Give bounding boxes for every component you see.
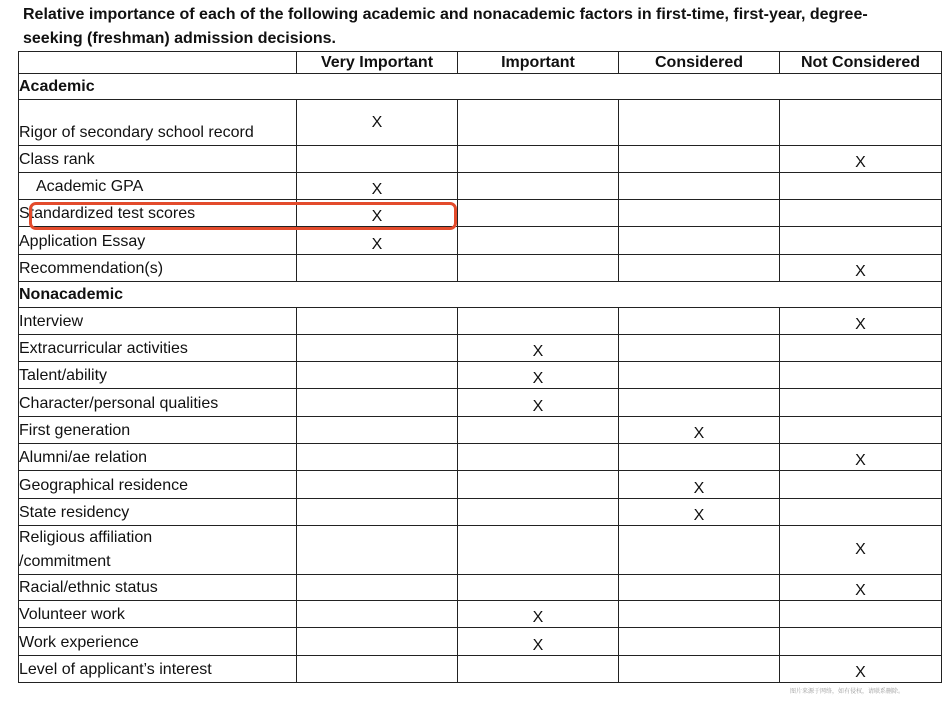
table-row — [19, 308, 942, 335]
importance-mark: X — [780, 146, 942, 173]
factor-label: Racial/ethnic status — [19, 575, 297, 601]
factor-label: Recommendation(s) — [19, 255, 297, 282]
importance-mark: X — [297, 173, 458, 200]
empty-cell — [780, 362, 942, 389]
empty-cell — [780, 417, 942, 444]
table-row — [19, 100, 942, 146]
header-factor — [19, 52, 297, 74]
factor-label: Interview — [19, 308, 297, 335]
importance-mark: X — [780, 444, 942, 471]
table-row — [19, 227, 942, 255]
empty-cell — [458, 173, 619, 200]
empty-cell — [780, 335, 942, 362]
empty-cell — [458, 444, 619, 471]
empty-cell — [780, 200, 942, 227]
factor-label: Rigor of secondary school record — [19, 100, 297, 146]
document-title: Relative importance of each of the following academic and nonacademic factors in first-time, first-year, degree-seeking (freshman) admission decisions. — [23, 6, 868, 47]
importance-mark: X — [780, 308, 942, 335]
table-row — [19, 335, 942, 362]
empty-cell — [619, 255, 780, 282]
empty-cell — [619, 362, 780, 389]
empty-cell — [619, 444, 780, 471]
table-row — [19, 200, 942, 227]
admission-factors-table — [18, 51, 942, 683]
empty-cell — [297, 389, 458, 417]
table-row — [19, 601, 942, 628]
empty-cell — [297, 362, 458, 389]
empty-cell — [297, 146, 458, 173]
empty-cell — [458, 100, 619, 146]
empty-cell — [619, 575, 780, 601]
factor-label: Religious affiliation /commitment — [19, 526, 297, 575]
empty-cell — [619, 526, 780, 575]
importance-mark: X — [297, 227, 458, 255]
factor-label: Application Essay — [19, 227, 297, 255]
empty-cell — [458, 471, 619, 499]
table-row — [19, 656, 942, 683]
section-row — [19, 74, 942, 100]
table-row — [19, 499, 942, 526]
empty-cell — [297, 255, 458, 282]
empty-cell — [619, 335, 780, 362]
empty-cell — [458, 255, 619, 282]
empty-cell — [458, 499, 619, 526]
header-row — [19, 52, 942, 74]
importance-mark: X — [780, 526, 942, 575]
empty-cell — [297, 575, 458, 601]
importance-mark: X — [458, 335, 619, 362]
table-row — [19, 417, 942, 444]
empty-cell — [297, 499, 458, 526]
factor-label: Extracurricular activities — [19, 335, 297, 362]
empty-cell — [780, 601, 942, 628]
table-row — [19, 362, 942, 389]
factor-label: First generation — [19, 417, 297, 444]
empty-cell — [780, 173, 942, 200]
empty-cell — [458, 200, 619, 227]
factor-label: Class rank — [19, 146, 297, 173]
section-heading-nonacademic: Nonacademic — [19, 282, 942, 308]
importance-mark: X — [297, 100, 458, 146]
empty-cell — [619, 308, 780, 335]
importance-mark: X — [458, 362, 619, 389]
empty-cell — [297, 335, 458, 362]
table-row — [19, 389, 942, 417]
importance-mark: X — [780, 656, 942, 683]
empty-cell — [297, 444, 458, 471]
factor-label: Work experience — [19, 628, 297, 656]
factor-label: Level of applicant’s interest — [19, 656, 297, 683]
empty-cell — [619, 389, 780, 417]
watermark: 图片来源于网络，如有侵权，请联系删除。 — [790, 688, 905, 695]
empty-cell — [458, 575, 619, 601]
table-row — [19, 628, 942, 656]
section-row — [19, 282, 942, 308]
empty-cell — [297, 628, 458, 656]
importance-mark: X — [780, 575, 942, 601]
importance-mark: X — [780, 255, 942, 282]
empty-cell — [619, 227, 780, 255]
empty-cell — [297, 417, 458, 444]
header-very-important: Very Important — [297, 52, 458, 74]
empty-cell — [619, 173, 780, 200]
importance-mark: X — [458, 601, 619, 628]
table-body — [19, 74, 942, 683]
empty-cell — [619, 146, 780, 173]
empty-cell — [458, 656, 619, 683]
empty-cell — [297, 471, 458, 499]
factor-label: Academic GPA — [19, 173, 297, 200]
importance-mark: X — [458, 389, 619, 417]
header-not-considered: Not Considered — [780, 52, 942, 74]
empty-cell — [297, 656, 458, 683]
empty-cell — [458, 417, 619, 444]
empty-cell — [297, 308, 458, 335]
importance-mark: X — [458, 628, 619, 656]
importance-mark: X — [297, 200, 458, 227]
header-considered: Considered — [619, 52, 780, 74]
empty-cell — [780, 628, 942, 656]
empty-cell — [780, 471, 942, 499]
factor-label: Alumni/ae relation — [19, 444, 297, 471]
factor-label: Volunteer work — [19, 601, 297, 628]
empty-cell — [297, 601, 458, 628]
empty-cell — [780, 227, 942, 255]
empty-cell — [780, 389, 942, 417]
empty-cell — [458, 526, 619, 575]
empty-cell — [619, 656, 780, 683]
factor-label: Standardized test scores — [19, 200, 297, 227]
empty-cell — [458, 308, 619, 335]
empty-cell — [458, 227, 619, 255]
table-row — [19, 575, 942, 601]
empty-cell — [780, 100, 942, 146]
header-important: Important — [458, 52, 619, 74]
empty-cell — [619, 628, 780, 656]
empty-cell — [619, 100, 780, 146]
table-row — [19, 255, 942, 282]
factor-label: Geographical residence — [19, 471, 297, 499]
empty-cell — [458, 146, 619, 173]
factor-label: State residency — [19, 499, 297, 526]
importance-mark: X — [619, 471, 780, 499]
table-row — [19, 471, 942, 499]
factor-label: Character/personal qualities — [19, 389, 297, 417]
empty-cell — [619, 200, 780, 227]
importance-mark: X — [619, 499, 780, 526]
table-row — [19, 146, 942, 173]
factor-label: Talent/ability — [19, 362, 297, 389]
table-row — [19, 173, 942, 200]
section-heading-academic: Academic — [19, 74, 942, 100]
empty-cell — [619, 601, 780, 628]
table-row — [19, 444, 942, 471]
empty-cell — [780, 499, 942, 526]
importance-mark: X — [619, 417, 780, 444]
table-row — [19, 526, 942, 575]
empty-cell — [297, 526, 458, 575]
